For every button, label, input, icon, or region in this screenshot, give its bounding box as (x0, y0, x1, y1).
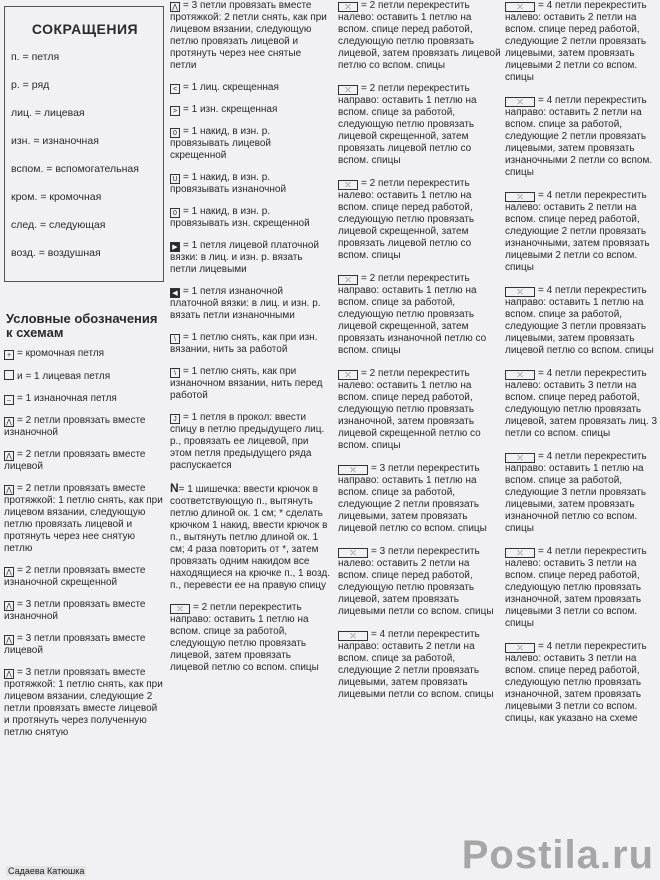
legend-entry (170, 104, 330, 116)
abbreviation-item: лиц. = лицевая (11, 107, 85, 119)
legend-text: и = 1 лицевая петля (17, 371, 111, 382)
legend-text: = 1 лиц. скрещенная (183, 82, 279, 93)
legend-text: = 1 петля изнаночной платочной вязки: в лиц. и изн. р. вязать петли изнаночными (170, 286, 321, 321)
legend-text: = 1 петля в прокол: ввести спицу в петлю предыдущего лиц. р., провязать ее лицевой, при этом петля предыдущего ряда распускается (170, 412, 325, 471)
stitch-symbol-icon (4, 370, 14, 380)
legend-entry (338, 0, 502, 72)
stitch-symbol-icon: ⤫ (170, 604, 190, 614)
legend-text: = 3 петли провязать вместе лицевой (4, 633, 146, 656)
stitch-symbol-icon: ⤫ (338, 85, 358, 95)
stitch-symbol-icon: ▶ (170, 242, 180, 252)
legend-entry (4, 633, 164, 657)
legend-entry (338, 463, 502, 535)
legend-text: = 4 петли перекрестить направо: оставить 1 петлю на вспом. спице за работой, следующие 3 петли провязать лицевыми, затем провязать изнаночной петлю со вспом. спицы (505, 451, 647, 534)
stitch-symbol-icon: 0 (170, 128, 180, 138)
legend-text: = 1 петлю снять, как при изнаночном вязании, нить перед работой (170, 366, 323, 401)
legend-entry (338, 368, 502, 452)
abbreviation-item: п. = петля (11, 51, 60, 63)
stitch-symbol-icon: ⋀ (170, 2, 180, 12)
legend-text: = 1 шишечка: ввести крючок в соответствующую п., вытянуть петлю длиной ок. 1 см; * сделать крючком 1 накид, ввести крючок в п., вытянуть петлю длиной ок. 1 см; 4 раза повторить от *, затем провязать одним накидом все находящиеся на крючке п., 1 возд. п., перевести ее на правую спицу (170, 484, 330, 591)
legend-entry (170, 0, 330, 72)
stitch-symbol-icon: ⤫ (505, 453, 535, 463)
legend-text: = 2 петли перекрестить направо: оставить 1 петлю на вспом. спице за работой, следующую петлю провязать лицевой скрещенной, затем провязать изнаночной петлю со вспом. спицы (338, 273, 487, 356)
legend-entry (170, 126, 330, 162)
legend-text: = 3 петли провязать вместе протяжкой: 1 петлю снять, как при лицевом вязании, следующие 2 петли провязать вместе лицевой и протянуть через полученную петлю снятую (4, 667, 163, 738)
legend-text: = 4 петли перекрестить налево: оставить 2 петли на вспом. спице перед работой, следующие 2 петли провязать лицевыми, затем провязать лицевыми 2 петли со вспом. спицы (505, 0, 647, 83)
stitch-symbol-icon: ⋀ (4, 485, 14, 495)
legend-text: = 1 накид, в изн. р. провязывать лицевой скрещенной (170, 126, 271, 161)
stitch-symbol-icon: – (4, 395, 14, 405)
legend-text: = 3 петли перекрестить направо: оставить 1 петлю на вспом. спице за работой, следующие 2 петли провязать лицевыми, затем провязать лицевой петлю со вспом. спицы (338, 463, 487, 534)
legend-text: = 2 петли перекрестить налево: оставить 1 петлю на вспом. спице перед работой, следующую петлю провязать изнаночной, затем провязать лицевой скрещенной петлю со вспом. спицы (338, 368, 481, 451)
legend-text: = 2 петли перекрестить направо: оставить 1 петлю на вспом. спице за работой, следующую петлю провязать лицевой скрещенной, затем провязать лицевой петлю со вспом. спицы (338, 83, 477, 166)
legend-text: = 2 петли провязать вместе изнаночной скрещенной (4, 565, 146, 588)
legend-text: = 4 петли перекрестить налево: оставить 2 петли на вспом. спице перед работой, следующие 2 петли провязать изнаночными, затем провязать лицевыми 2 петли со вспом. спицы (505, 190, 650, 273)
legend-text: = 1 петля лицевой платочной вязки: в лиц. и изн. р. вязать петли лицевыми (170, 240, 319, 275)
stitch-symbol-icon: U (170, 174, 180, 184)
legend-text: = 4 петли перекрестить налево: оставить 3 петли на вспом. спице перед работой, следующую петлю провязать изнаночной, затем провязать лицевыми 3 петли со вспом. спицы (505, 546, 647, 629)
legend-entry (170, 286, 330, 322)
legend-text: = 3 петли провязать вместе протяжкой: 2 петли снять, как при лицевом вязании, следующую петлю провязать лицевой и протянуть через нее снятые петли (170, 0, 327, 71)
stitch-symbol-icon: < (170, 84, 180, 94)
legend-entry (505, 190, 659, 274)
stitch-symbol-icon: ⋀ (4, 417, 14, 427)
site-logo: Postila.ru (461, 833, 654, 877)
legend-text: = 1 накид, в изн. р. провязывать изнаночной (170, 172, 287, 195)
stitch-symbol-icon: ⤫ (505, 643, 535, 653)
stitch-symbol-icon: \ (170, 368, 180, 378)
legend-entry (4, 483, 164, 555)
legend-list-4 (505, 0, 659, 725)
legend-entry (170, 482, 330, 592)
legend-text: = 1 изнаночная петля (17, 393, 117, 404)
abbreviations-title: СОКРАЩЕНИЯ (31, 21, 139, 37)
abbreviation-item: возд. = воздушная (11, 247, 101, 259)
stitch-symbol-icon: N (170, 481, 179, 495)
legend-entry (4, 415, 164, 439)
stitch-symbol-icon: ⤫ (505, 97, 535, 107)
legend-text: = 1 накид, в изн. р. провязывать изн. скрещенной (170, 206, 310, 229)
stitch-symbol-icon: ⤫ (505, 370, 535, 380)
watermark-label: Садаева Катюшка (8, 866, 85, 876)
stitch-symbol-icon: ⋀ (4, 451, 14, 461)
legend-entry (505, 95, 659, 179)
legend-entry (4, 348, 164, 360)
legend-entry (170, 412, 330, 472)
column-3 (338, 0, 502, 712)
stitch-symbol-icon: ⤫ (505, 192, 535, 202)
stitch-symbol-icon: ⤫ (338, 180, 358, 190)
legend-entry (338, 273, 502, 357)
legend-text: = 4 петли перекрестить налево: оставить 3 петли на вспом. спице перед работой, следующую петлю провязать изнаночной, затем провязать лицевыми 3 петли со вспом. спицы, как указано на схеме (505, 641, 647, 724)
stitch-symbol-icon: ⤫ (505, 2, 535, 12)
legend-text: = 2 петли провязать вместе протяжкой: 1 петлю снять, как при лицевом вязании, следующую петлю провязать лицевой и протянуть через нее снятую петлю (4, 483, 163, 554)
stitch-symbol-icon: ⤫ (338, 275, 358, 285)
legend-entry (170, 82, 330, 94)
stitch-symbol-icon: 0 (170, 208, 180, 218)
legend-text: = 2 петли провязать вместе изнаночной (4, 415, 146, 438)
legend-entry (338, 83, 502, 167)
stitch-symbol-icon: ⤫ (338, 2, 358, 12)
legend-entry (4, 565, 164, 589)
legend-text: = 2 петли перекрестить направо: оставить 1 петлю на вспом. спице за работой, следующую петлю провязать лицевой, затем провязать лицевой петлю со вспом. спицы (170, 602, 319, 673)
legend-entry (170, 206, 330, 230)
stitch-symbol-icon: ⋀ (4, 567, 14, 577)
stitch-symbol-icon: ⤫ (505, 287, 535, 297)
legend-entry (505, 546, 659, 630)
abbreviation-item: р. = ряд (11, 79, 50, 91)
stitch-symbol-icon: J (170, 414, 180, 424)
legend-text: = 4 петли перекрестить направо: оставить 2 петли на вспом. спице за работой, следующие 2 петли провязать лицевыми, затем провязать лицевыми петли со вспом. спицы (338, 629, 494, 700)
legend-text: = 3 петли перекрестить налево: оставить 2 петли на вспом. спице перед работой, следующую петлю провязать лицевой, затем провязать лицевыми петли со вспом. спицы (338, 546, 494, 617)
legend-list-1 (4, 348, 164, 739)
stitch-symbol-icon: ⤫ (505, 548, 535, 558)
stitch-symbol-icon: \ (170, 334, 180, 344)
legend-entry (4, 370, 164, 383)
legend-entry (505, 641, 659, 725)
legend-entry (4, 599, 164, 623)
legend-entry (505, 368, 659, 440)
legend-text: = 4 петли перекрестить налево: оставить 3 петли на вспом. спице перед работой, следующую петлю провязать лицевой, затем провязать лиц. 3 петли со вспом. спицы (505, 368, 658, 439)
legend-text: = 1 изн. скрещенная (183, 104, 278, 115)
abbreviations-box (4, 6, 164, 282)
stitch-symbol-icon: ⤫ (338, 370, 358, 380)
legend-entry (170, 366, 330, 402)
stitch-symbol-icon: ◀ (170, 288, 180, 298)
column-2 (170, 0, 330, 684)
column-1 (4, 0, 164, 749)
legend-list-2 (170, 0, 330, 674)
legend-text: = 4 петли перекрестить направо: оставить 1 петлю на вспом. спице за работой, следующие 3 петли провязать лицевыми, затем провязать лицевой петлю со вспом. спицы (505, 285, 654, 356)
legend-entry (338, 629, 502, 701)
legend-text: = 2 петли перекрестить налево: оставить 1 петлю на вспом. спице перед работой, следующую петлю провязать лицевой скрещенной, затем провязать лицевой петлю со вспом. спицы (338, 178, 475, 261)
legend-text: = 2 петли перекрестить налево: оставить 1 петлю на вспом. спице перед работой, следующую петлю провязать лицевой, затем провязать лицевой петлю со вспом. спицы (338, 0, 501, 71)
legend-text: = 4 петли перекрестить направо: оставить 2 петли на вспом. спице за работой, следующие 2 петли провязать лицевыми, затем провязать изнаночными 2 петли со вспом. спицы (505, 95, 653, 178)
stitch-symbol-icon: ⤫ (338, 548, 368, 558)
legend-entry (505, 451, 659, 535)
abbreviation-item: изн. = изнаночная (11, 135, 99, 147)
stitch-symbol-icon: + (4, 350, 14, 360)
legend-entry (170, 332, 330, 356)
stitch-symbol-icon: ⋀ (4, 635, 14, 645)
abbreviations-list (11, 51, 159, 260)
stitch-symbol-icon: ⤫ (338, 631, 368, 641)
column-4 (505, 0, 659, 736)
legend-entry (505, 285, 659, 357)
legend-text: = 2 петли провязать вместе лицевой (4, 449, 146, 472)
legend-entry (170, 172, 330, 196)
legend-title: Условные обозначения к схемам (6, 311, 158, 340)
legend-entry (338, 178, 502, 262)
legend-entry (4, 667, 164, 739)
legend-entry (170, 602, 330, 674)
legend-entry (4, 393, 164, 405)
abbreviation-item: кром. = кромочная (11, 191, 102, 203)
legend-entry (170, 240, 330, 276)
legend-entry (338, 546, 502, 618)
legend-entry (4, 449, 164, 473)
legend-text: = кромочная петля (17, 348, 105, 359)
legend-list-3 (338, 0, 502, 701)
legend-entry (505, 0, 659, 84)
abbreviation-item: вспом. = вспомогательная (11, 163, 139, 175)
legend-text: = 1 петлю снять, как при изн. вязании, нить за работой (170, 332, 318, 355)
stitch-symbol-icon: ⋀ (4, 669, 14, 679)
stitch-symbol-icon: > (170, 106, 180, 116)
stitch-symbol-icon: ⋀ (4, 601, 14, 611)
abbreviation-item: след. = следующая (11, 219, 106, 231)
legend-text: = 3 петли провязать вместе изнаночной (4, 599, 146, 622)
stitch-symbol-icon: ⤫ (338, 465, 368, 475)
